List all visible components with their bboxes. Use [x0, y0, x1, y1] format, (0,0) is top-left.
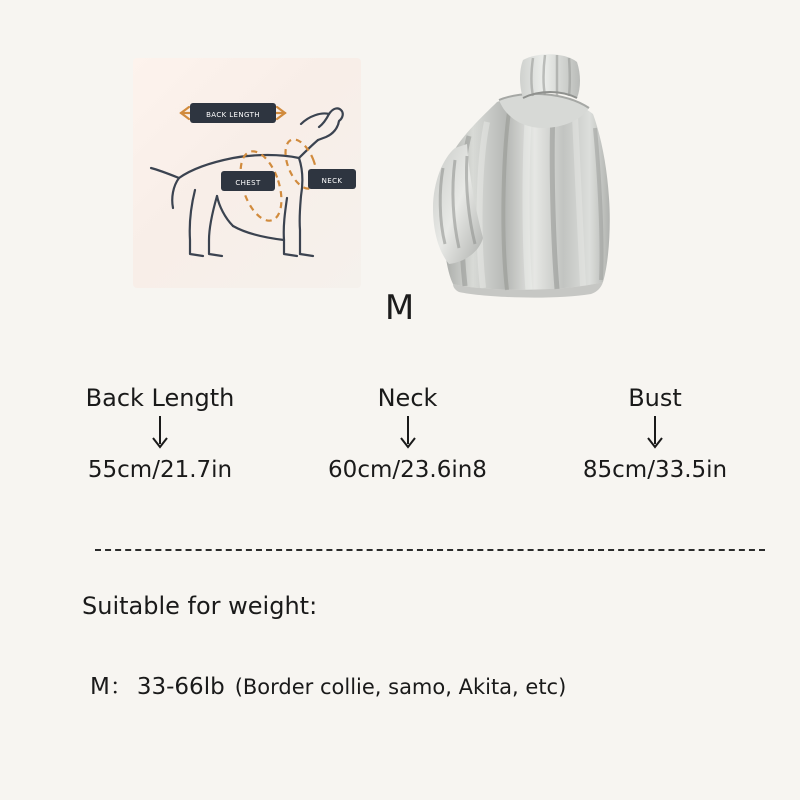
chest-tag-text: CHEST: [235, 179, 261, 187]
neck-tag: [308, 169, 356, 189]
measurement-value: 85cm/33.5in: [582, 457, 728, 484]
measurement-bust: [545, 385, 765, 483]
down-arrow-icon: [545, 411, 765, 457]
measurement-row: [60, 385, 760, 483]
measurement-neck: [298, 385, 518, 483]
weight-breeds: (Border collie, samo, Akita, etc): [234, 675, 567, 699]
measurement-label: Bust: [628, 384, 682, 412]
raincoat-illustration: [425, 40, 640, 300]
dog-diagram-svg: [133, 58, 361, 288]
image-row: [0, 20, 800, 290]
measurement-label: Neck: [377, 384, 438, 412]
measurement-value: 55cm/21.7in: [87, 457, 233, 484]
weight-section-title: Suitable for weight:: [82, 592, 318, 620]
size-letter: M: [384, 288, 416, 328]
back-length-tag: [190, 103, 276, 123]
down-arrow-icon: [50, 411, 270, 457]
weight-row: [90, 668, 566, 701]
measurement-label: Back Length: [85, 384, 235, 412]
measurement-back-length: [50, 385, 270, 483]
dog-measurement-diagram: [133, 58, 361, 288]
back-length-tag-text: BACK LENGTH: [206, 111, 260, 119]
down-arrow-icon: [298, 411, 518, 457]
weight-range: 33-66lb: [136, 674, 225, 700]
product-photo: [425, 40, 640, 300]
weight-size-label: M：: [90, 674, 133, 700]
measurement-value: 60cm/23.6in8: [328, 457, 487, 484]
neck-tag-text: NECK: [321, 177, 343, 185]
chest-tag: [221, 171, 275, 191]
dashed-divider: [95, 549, 765, 551]
